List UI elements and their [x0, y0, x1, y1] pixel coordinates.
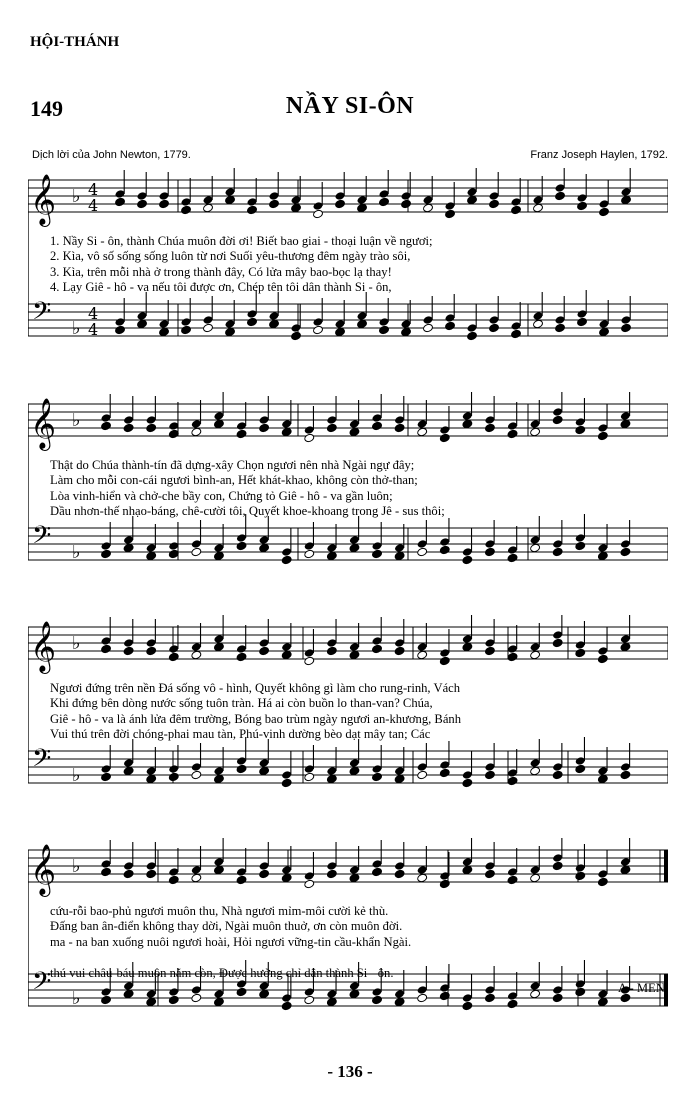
lyric-line: [50, 458, 668, 473]
note-head: [620, 642, 631, 652]
note-head: [507, 776, 518, 786]
lyric-text: Giê - hô - va là ánh lửa đêm trường, Bóng bao trùm ngày ngươi an-khương, Bánh: [50, 711, 462, 726]
note-head: [530, 989, 541, 999]
note-head: [357, 319, 368, 329]
note-head: [530, 543, 541, 553]
note-head: [511, 205, 522, 215]
note-head: [597, 654, 608, 664]
lyric-line: [50, 504, 668, 519]
note-head: [115, 197, 126, 207]
note-head: [281, 778, 292, 788]
note-head: [213, 997, 224, 1007]
note-head: [575, 871, 586, 881]
lyric-line: [50, 950, 668, 995]
note-head: [417, 547, 428, 557]
note-head: [349, 766, 360, 776]
note-head: [462, 555, 473, 565]
note-head: [394, 423, 405, 433]
note-head: [326, 997, 337, 1007]
note-head: [401, 199, 412, 209]
note-head: [281, 650, 292, 660]
lyric-line: [50, 696, 668, 711]
lyric-line: [50, 234, 668, 249]
lyric-line: [50, 249, 668, 264]
note-head: [372, 549, 383, 559]
note-head: [533, 203, 544, 213]
note-head: [507, 652, 518, 662]
note-head: [304, 433, 315, 443]
note-head: [394, 997, 405, 1007]
lyric-line: [50, 935, 668, 950]
note-head: [291, 331, 302, 341]
note-head: [372, 995, 383, 1005]
lyric-text: 2. Kìa, vô số sống sống luôn từ nơi Suối yêu-thương đêm ngày trào sôi,: [50, 249, 411, 264]
note-head: [203, 323, 214, 333]
time-signature-top: 4: [88, 180, 99, 199]
time-signature-bottom: 4: [88, 320, 99, 339]
lyrics-block: [50, 904, 668, 995]
note-head: [304, 879, 315, 889]
note-head: [101, 995, 112, 1005]
bass-clef: 𝄢: [32, 521, 52, 556]
note-head: [281, 873, 292, 883]
lyric-text: 4. Lạy Giê - hô - va nếu tôi được ơn, Chép tên tôi dân thành Si - ôn,: [50, 280, 392, 295]
lyrics-block: [50, 681, 668, 743]
lyrics-block: [50, 234, 668, 296]
treble-clef: 𝄞: [30, 398, 57, 449]
hymn-number: 149: [30, 96, 63, 121]
note-head: [225, 195, 236, 205]
note-head: [259, 646, 270, 656]
note-head: [168, 995, 179, 1005]
note-head: [101, 549, 112, 559]
note-head: [146, 646, 157, 656]
note-head: [123, 646, 134, 656]
note-head: [213, 865, 224, 875]
flat-key-signature: ♭: [72, 765, 81, 786]
note-head: [168, 652, 179, 662]
note-head: [191, 547, 202, 557]
lyric-text: Dầu nhơn-thế nhạo-báng, chê-cười tôi, Quyết khoe-khoang trong Jê - sus thôi;: [50, 504, 445, 519]
note-head: [439, 768, 450, 778]
note-head: [467, 331, 478, 341]
flat-key-signature: ♭: [72, 410, 81, 431]
note-head: [123, 869, 134, 879]
lyric-text: Lòa vinh-hiển và chở-che bầy con, Chứng tỏ Giê - hô - va gần luôn;: [50, 488, 393, 503]
page-number: - 136 -: [327, 1062, 373, 1081]
note-head: [530, 766, 541, 776]
note-head: [484, 547, 495, 557]
music-system-1: [28, 168, 668, 360]
note-head: [552, 638, 563, 648]
note-head: [146, 551, 157, 561]
note-head: [394, 774, 405, 784]
note-head: [259, 989, 270, 999]
note-head: [181, 325, 192, 335]
note-head: [123, 989, 134, 999]
time-signature-bottom: 4: [88, 196, 99, 215]
note-head: [439, 656, 450, 666]
note-head: [597, 774, 608, 784]
note-head: [213, 774, 224, 784]
flat-key-signature: ♭: [72, 988, 81, 1009]
note-head: [259, 869, 270, 879]
note-head: [191, 427, 202, 437]
note-head: [620, 547, 631, 557]
note-head: [507, 429, 518, 439]
note-head: [281, 1001, 292, 1011]
note-head: [168, 875, 179, 885]
note-head: [417, 873, 428, 883]
lyric-text: Khi đứng bên dòng nước sống tuôn tràn. Há ai còn buồn lo than-van? Chúa,: [50, 696, 433, 711]
note-head: [313, 209, 324, 219]
note-head: [349, 543, 360, 553]
lyric-text: Đấng ban ân-điển không thay dời, Ngài muôn thuở, ơn còn muôn đời.: [50, 919, 403, 934]
bass-clef: 𝄢: [32, 744, 52, 779]
note-head: [530, 427, 541, 437]
final-barline-thick: [664, 850, 668, 882]
note-head: [621, 323, 632, 333]
note-head: [326, 869, 337, 879]
note-head: [489, 323, 500, 333]
note-head: [445, 209, 456, 219]
note-head: [439, 545, 450, 555]
treble-clef: 𝄞: [30, 621, 57, 672]
note-head: [597, 877, 608, 887]
lyricist-credit: Dịch lời của John Newton, 1779.: [32, 149, 191, 161]
note-head: [115, 325, 126, 335]
bass-clef: 𝄢: [32, 967, 52, 1002]
note-head: [335, 199, 346, 209]
note-head: [281, 555, 292, 565]
note-head: [259, 766, 270, 776]
note-head: [394, 551, 405, 561]
lyrics-block: [50, 458, 668, 520]
note-head: [417, 427, 428, 437]
lyric-text: thú vui châu-báu muôn năm còn, Được hưởng chỉ dân thành Si - ôn.: [50, 965, 394, 980]
note-head: [423, 203, 434, 213]
note-head: [489, 199, 500, 209]
lyric-line: [50, 727, 668, 742]
note-head: [620, 770, 631, 780]
note-head: [484, 423, 495, 433]
note-head: [401, 327, 412, 337]
note-head: [137, 319, 148, 329]
note-head: [101, 644, 112, 654]
note-head: [423, 323, 434, 333]
note-head: [507, 999, 518, 1009]
note-head: [445, 321, 456, 331]
lyric-text: Ngươi đứng trên nền Đá sống vô - hình, Quyết không gì làm cho rung-rinh, Vách: [50, 681, 461, 695]
note-head: [555, 323, 566, 333]
note-head: [291, 203, 302, 213]
note-head: [417, 993, 428, 1003]
note-head: [577, 317, 588, 327]
note-head: [304, 656, 315, 666]
note-head: [304, 549, 315, 559]
note-head: [439, 879, 450, 889]
lyric-text: 1. Nầy Si - ôn, thành Chúa muôn đời ơi! Biết bao giai - thoại luận về ngươi;: [50, 234, 433, 248]
note-head: [213, 642, 224, 652]
note-head: [236, 541, 247, 551]
note-head: [507, 553, 518, 563]
note-head: [462, 865, 473, 875]
note-head: [259, 423, 270, 433]
note-head: [417, 770, 428, 780]
note-head: [191, 650, 202, 660]
note-head: [372, 421, 383, 431]
note-head: [372, 772, 383, 782]
lyric-text: ma - na ban xuống nuôi ngươi hoài, Hỏi ngươi vững-tin cầu-khẩn Ngài.: [50, 934, 412, 949]
note-head: [552, 547, 563, 557]
note-head: [146, 869, 157, 879]
lyric-line: [50, 280, 668, 295]
note-head: [597, 997, 608, 1007]
note-head: [225, 327, 236, 337]
note-head: [439, 433, 450, 443]
note-head: [552, 861, 563, 871]
note-head: [159, 327, 170, 337]
flat-key-signature: ♭: [72, 318, 81, 339]
note-head: [575, 764, 586, 774]
note-head: [304, 772, 315, 782]
note-head: [575, 987, 586, 997]
note-head: [313, 325, 324, 335]
note-head: [236, 429, 247, 439]
note-head: [394, 646, 405, 656]
note-head: [349, 650, 360, 660]
note-head: [599, 327, 610, 337]
note-head: [552, 415, 563, 425]
note-head: [533, 319, 544, 329]
note-head: [191, 770, 202, 780]
note-head: [247, 317, 258, 327]
note-head: [577, 201, 588, 211]
note-head: [621, 195, 632, 205]
note-head: [181, 205, 192, 215]
note-head: [620, 419, 631, 429]
lyric-line: [50, 489, 668, 504]
note-head: [335, 327, 346, 337]
note-head: [236, 652, 247, 662]
note-head: [555, 191, 566, 201]
note-head: [191, 993, 202, 1003]
flat-key-signature: ♭: [72, 542, 81, 563]
note-head: [159, 199, 170, 209]
note-head: [247, 205, 258, 215]
note-head: [394, 869, 405, 879]
composer-credit: Franz Joseph Haylen, 1792.: [530, 149, 668, 161]
flat-key-signature: ♭: [72, 856, 81, 877]
note-head: [552, 993, 563, 1003]
note-head: [462, 642, 473, 652]
note-head: [269, 319, 280, 329]
note-head: [101, 867, 112, 877]
note-head: [168, 772, 179, 782]
note-head: [123, 423, 134, 433]
time-signature-top: 4: [88, 304, 99, 323]
note-head: [326, 774, 337, 784]
note-head: [123, 543, 134, 553]
lyric-line: [50, 681, 668, 696]
note-head: [599, 207, 610, 217]
note-head: [484, 646, 495, 656]
lyric-line: [50, 265, 668, 280]
note-head: [462, 1001, 473, 1011]
note-head: [484, 993, 495, 1003]
note-head: [146, 774, 157, 784]
note-head: [146, 997, 157, 1007]
flat-key-signature: ♭: [72, 186, 81, 207]
note-head: [191, 873, 202, 883]
note-head: [379, 197, 390, 207]
note-head: [349, 989, 360, 999]
note-head: [484, 770, 495, 780]
music-system-2: [28, 392, 668, 584]
note-head: [146, 423, 157, 433]
note-head: [349, 873, 360, 883]
note-head: [575, 648, 586, 658]
flat-key-signature: ♭: [72, 633, 81, 654]
note-head: [597, 551, 608, 561]
note-head: [484, 869, 495, 879]
note-head: [379, 325, 390, 335]
note-head: [530, 873, 541, 883]
note-head: [575, 541, 586, 551]
note-head: [281, 427, 292, 437]
note-head: [326, 551, 337, 561]
note-head: [213, 551, 224, 561]
note-head: [137, 199, 148, 209]
note-head: [101, 421, 112, 431]
note-head: [236, 764, 247, 774]
lyric-line: [50, 473, 668, 488]
lyric-line: [50, 919, 668, 934]
note-head: [462, 419, 473, 429]
note-head: [236, 875, 247, 885]
treble-clef: 𝄞: [30, 844, 57, 895]
hymn-title: NẦY SI-ÔN: [285, 93, 415, 119]
note-head: [620, 865, 631, 875]
note-head: [101, 772, 112, 782]
lyric-text: Vui thú trên đời chóng-phai mau tàn, Phú-vinh dường bèo dạt mây tan; Các: [50, 727, 431, 742]
note-head: [417, 650, 428, 660]
note-head: [511, 329, 522, 339]
note-head: [203, 203, 214, 213]
bass-clef: 𝄢: [32, 297, 52, 332]
music-system-4: [28, 838, 668, 1030]
note-head: [462, 778, 473, 788]
note-head: [372, 867, 383, 877]
note-head: [326, 646, 337, 656]
note-head: [236, 987, 247, 997]
section-title: HỘI-THÁNH: [30, 34, 120, 50]
lyric-line: [50, 712, 668, 727]
note-head: [349, 427, 360, 437]
note-head: [372, 644, 383, 654]
note-head: [123, 766, 134, 776]
note-head: [575, 425, 586, 435]
lyric-text: Làm cho mỗi con-cái ngươi bình-an, Hết khát-khao, không còn thở-than;: [50, 473, 418, 488]
note-head: [304, 995, 315, 1005]
lyric-text: 3. Kìa, trên mỗi nhà ở trong thành đây, Có lửa mây bao-bọc lạ thay!: [50, 264, 392, 279]
lyric-text: Thật do Chúa thành-tín đã dựng-xây Chọn ngươi nên nhà Ngài ngự đây;: [50, 458, 415, 472]
note-head: [213, 419, 224, 429]
note-head: [597, 431, 608, 441]
note-head: [507, 875, 518, 885]
note-head: [259, 543, 270, 553]
note-head: [269, 199, 280, 209]
lyric-text: cứu-rỗi bao-phủ ngươi muôn thu, Nhà ngươi mỉm-môi cười kẻ thù.: [50, 904, 389, 918]
note-head: [552, 770, 563, 780]
note-head: [439, 991, 450, 1001]
amen-text: A - MEN.: [617, 980, 668, 995]
note-head: [357, 203, 368, 213]
note-head: [530, 650, 541, 660]
music-system-3: [28, 615, 668, 807]
note-head: [467, 195, 478, 205]
lyric-line: [50, 904, 668, 919]
treble-clef: 𝄞: [30, 174, 57, 225]
note-head: [326, 423, 337, 433]
